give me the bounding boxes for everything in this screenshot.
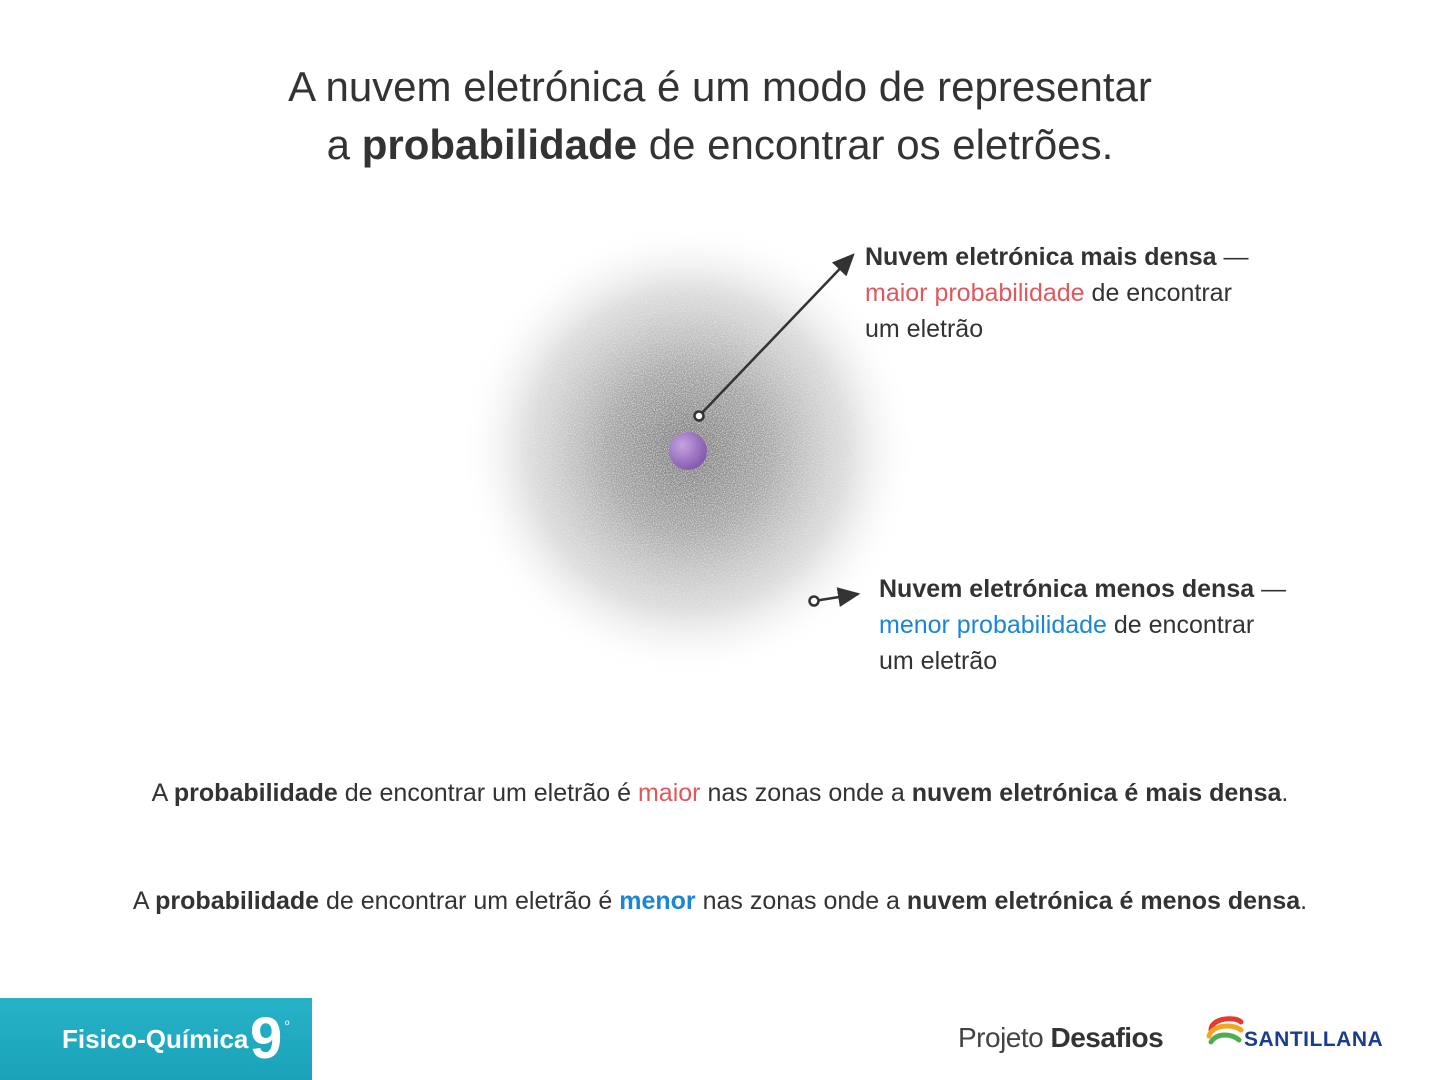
- brand-projeto-desafios: Projeto Desafios: [958, 1022, 1164, 1053]
- statement-menor: A probabilidade de encontrar um eletrão é menor nas zonas onde a nuvem eletrónica é menos densa.: [132, 887, 1308, 915]
- nucleus-icon: [669, 432, 707, 470]
- label-sparse-cloud: Nuvem eletrónica menos densa — menor probabilidade de encontrar um eletrão: [879, 575, 1287, 675]
- title-line-1: A nuvem eletrónica é um modo de representar: [288, 63, 1152, 110]
- title-bold-word: probabilidade: [361, 121, 638, 168]
- footer-subject-panel: [0, 998, 318, 1080]
- footer-bar: [0, 998, 1440, 1080]
- grade-superscript: º: [285, 1018, 290, 1032]
- title-line-2: a probabilidade de encontrar os eletrões.: [326, 121, 1114, 168]
- highlight-menor: menor probabilidade: [879, 611, 1107, 639]
- statement-maior: A probabilidade de encontrar um eletrão é maior nas zonas onde a nuvem eletrónica é mais densa.: [151, 779, 1289, 807]
- subject-label: Fisico-Química: [62, 1024, 249, 1054]
- pointer-dot-dense: [695, 412, 704, 421]
- highlight-maior: maior probabilidade: [865, 279, 1085, 307]
- publisher-name: SANTILLANA: [1244, 1028, 1384, 1051]
- pointer-dot-sparse: [810, 597, 819, 606]
- label-dense-cloud: Nuvem eletrónica mais densa — maior probabilidade de encontrar um eletrão: [865, 243, 1249, 343]
- grade-number: 9: [250, 1006, 283, 1071]
- santillana-logo-icon: [1205, 1012, 1245, 1048]
